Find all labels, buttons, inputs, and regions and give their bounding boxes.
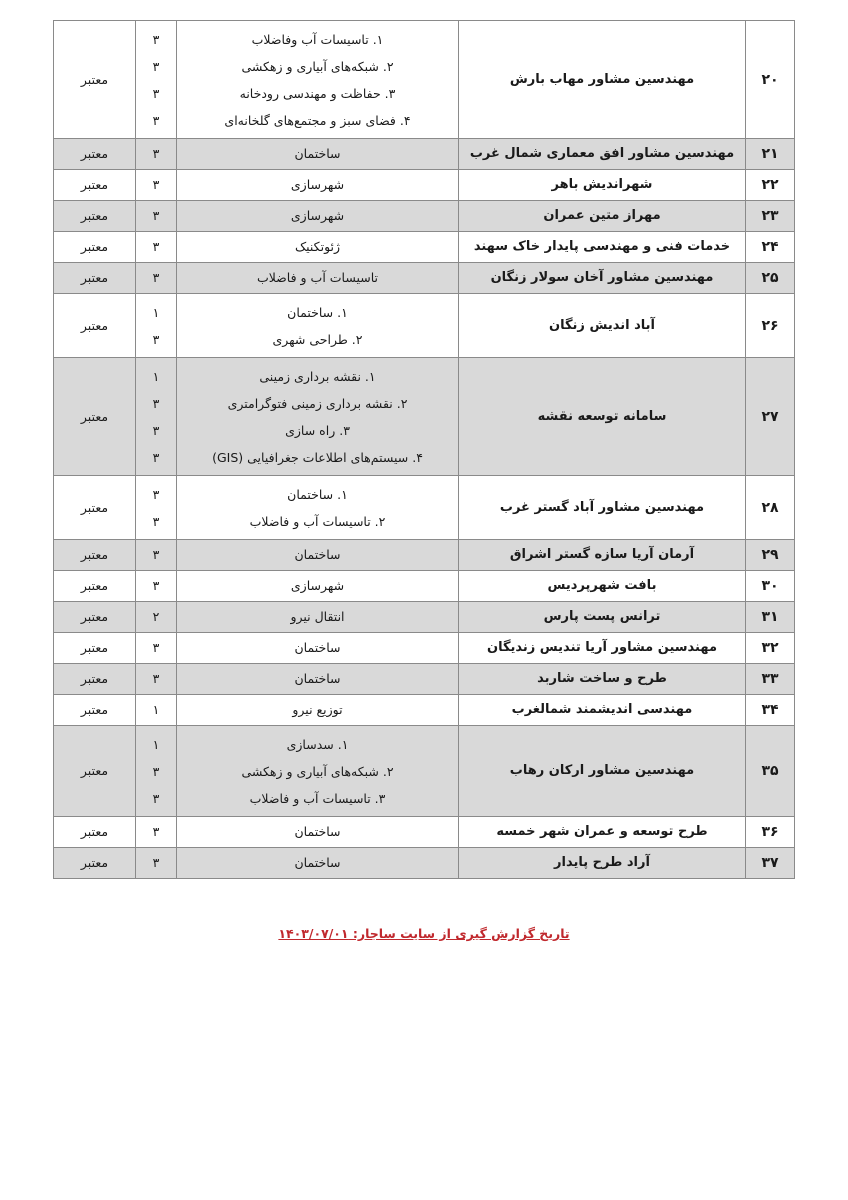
grade-text: ۳: [152, 270, 160, 285]
row-number-cell: ۳۵: [746, 726, 795, 817]
grade-cell: [136, 695, 177, 726]
grade-cell: [136, 170, 177, 201]
field-line: ۴. سیستم‌های اطلاعات جغرافیایی (GIS): [212, 449, 423, 465]
status-cell: معتبر: [54, 695, 136, 726]
field-cell: [177, 139, 459, 170]
row-number-cell: ۳۲: [746, 633, 795, 664]
grade-text: ۳: [152, 208, 160, 223]
grade-line: ۳: [152, 763, 160, 779]
field-cell: [177, 726, 459, 817]
company-name-cell: مهندسین مشاور ارکان رهاب: [459, 726, 746, 817]
company-name-cell: بافت شهرپردیس: [459, 571, 746, 602]
report-date-note: [0, 926, 848, 941]
field-cell: [177, 817, 459, 848]
field-line: ۳. حفاظت و مهندسی رودخانه: [239, 85, 396, 101]
status-cell: معتبر: [54, 571, 136, 602]
field-line: ۴. فضای سبز و مجتمع‌های گلخانه‌ای: [224, 112, 411, 128]
field-cell: [177, 263, 459, 294]
field-line: ۲. طراحی شهری: [272, 331, 363, 347]
table-row: [54, 139, 795, 170]
row-number-cell: ۲۳: [746, 201, 795, 232]
field-text: شهرسازی: [290, 208, 345, 223]
table-row: [54, 540, 795, 571]
status-cell: معتبر: [54, 358, 136, 476]
field-cell: [177, 633, 459, 664]
field-cell: [177, 848, 459, 879]
table-row: [54, 358, 795, 476]
grade-line: ۳: [152, 422, 160, 438]
field-line: ۲. شبکه‌های آبیاری و زهکشی: [241, 763, 394, 779]
status-cell: معتبر: [54, 540, 136, 571]
table-row: [54, 817, 795, 848]
grade-line: ۳: [152, 395, 160, 411]
row-number-cell: ۲۱: [746, 139, 795, 170]
field-text: شهرسازی: [290, 578, 345, 593]
row-number-cell: ۲۴: [746, 232, 795, 263]
companies-table: [53, 20, 795, 879]
table-row: [54, 664, 795, 695]
grade-cell: [136, 726, 177, 817]
grade-cell: [136, 358, 177, 476]
status-cell: معتبر: [54, 21, 136, 139]
grade-line: ۳: [152, 331, 160, 347]
field-cell: [177, 170, 459, 201]
table-row: [54, 294, 795, 358]
field-cell: [177, 602, 459, 633]
grade-cell: [136, 139, 177, 170]
status-cell: معتبر: [54, 633, 136, 664]
row-number-cell: ۳۳: [746, 664, 795, 695]
grade-line: ۳: [152, 486, 160, 502]
status-cell: معتبر: [54, 232, 136, 263]
status-cell: معتبر: [54, 263, 136, 294]
field-line: ۲. شبکه‌های آبیاری و زهکشی: [241, 58, 394, 74]
field-cell: [177, 540, 459, 571]
field-text: ساختمان: [294, 824, 341, 839]
grade-line: ۱: [152, 368, 160, 384]
grade-line: ۳: [152, 790, 160, 806]
grade-text: ۳: [152, 547, 160, 562]
grade-text: ۳: [152, 824, 160, 839]
grade-text: ۳: [152, 671, 160, 686]
company-name-cell: طرح و ساخت شاربد: [459, 664, 746, 695]
company-name-cell: مهندسی اندیشمند شمالغرب: [459, 695, 746, 726]
field-text: تاسیسات آب و فاضلاب: [256, 270, 379, 285]
table-body: [54, 21, 795, 879]
field-line: ۱. تاسیسات آب وفاضلاب: [251, 31, 384, 47]
company-name-cell: خدمات فنی و مهندسی پایدار خاک سهند: [459, 232, 746, 263]
row-number-cell: ۳۷: [746, 848, 795, 879]
grade-text: ۳: [152, 239, 160, 254]
company-name-cell: مهندسین مشاور افق معماری شمال غرب: [459, 139, 746, 170]
grade-cell: [136, 476, 177, 540]
company-name-cell: آراد طرح پایدار: [459, 848, 746, 879]
field-text: شهرسازی: [290, 177, 345, 192]
grade-cell: [136, 263, 177, 294]
company-name-cell: مهراز متین عمران: [459, 201, 746, 232]
row-number-cell: ۳۴: [746, 695, 795, 726]
company-name-cell: مهندسین مشاور آباد گستر غرب: [459, 476, 746, 540]
status-cell: معتبر: [54, 201, 136, 232]
grade-cell: [136, 21, 177, 139]
grade-text: ۲: [152, 609, 160, 624]
grade-line: ۳: [152, 112, 160, 128]
status-cell: معتبر: [54, 817, 136, 848]
company-name-cell: طرح توسعه و عمران شهر خمسه: [459, 817, 746, 848]
field-cell: [177, 232, 459, 263]
grade-line: ۱: [152, 304, 160, 320]
table-row: [54, 633, 795, 664]
grade-cell: [136, 201, 177, 232]
field-line: ۱. سدسازی: [286, 736, 349, 752]
grade-cell: [136, 633, 177, 664]
status-cell: معتبر: [54, 170, 136, 201]
company-name-cell: سامانه توسعه نقشه: [459, 358, 746, 476]
row-number-cell: ۲۶: [746, 294, 795, 358]
field-text: انتقال نیرو: [290, 609, 345, 624]
grade-text: ۳: [152, 146, 160, 161]
field-cell: [177, 571, 459, 602]
grade-line: ۳: [152, 31, 160, 47]
row-number-cell: ۳۶: [746, 817, 795, 848]
field-cell: [177, 664, 459, 695]
status-cell: معتبر: [54, 139, 136, 170]
field-text: ساختمان: [294, 146, 341, 161]
grade-cell: [136, 664, 177, 695]
row-number-cell: ۲۵: [746, 263, 795, 294]
grade-line: ۳: [152, 85, 160, 101]
field-line: ۱. ساختمان: [287, 486, 348, 502]
company-name-cell: شهراندیش باهر: [459, 170, 746, 201]
table-row: [54, 232, 795, 263]
field-cell: [177, 294, 459, 358]
table-row: [54, 848, 795, 879]
report-date-text: تاریخ گزارش گیری از سایت ساجار: ۱۴۰۳/۰۷/۰۱: [278, 926, 570, 941]
field-text: ساختمان: [294, 640, 341, 655]
status-cell: معتبر: [54, 476, 136, 540]
field-text: ساختمان: [294, 855, 341, 870]
grade-line: ۳: [152, 513, 160, 529]
status-cell: معتبر: [54, 294, 136, 358]
status-cell: معتبر: [54, 664, 136, 695]
field-cell: [177, 695, 459, 726]
row-number-cell: ۲۰: [746, 21, 795, 139]
grade-cell: [136, 848, 177, 879]
row-number-cell: ۲۸: [746, 476, 795, 540]
table-row: [54, 263, 795, 294]
status-cell: معتبر: [54, 602, 136, 633]
status-cell: معتبر: [54, 726, 136, 817]
company-name-cell: آرمان آریا سازه گستر اشراق: [459, 540, 746, 571]
status-cell: معتبر: [54, 848, 136, 879]
grade-cell: [136, 540, 177, 571]
row-number-cell: ۳۰: [746, 571, 795, 602]
table-row: [54, 170, 795, 201]
table-row: [54, 571, 795, 602]
grade-cell: [136, 294, 177, 358]
company-name-cell: ترانس پست پارس: [459, 602, 746, 633]
field-line: ۱. نقشه برداری زمینی: [259, 368, 376, 384]
grade-cell: [136, 817, 177, 848]
field-line: ۳. راه سازی: [285, 422, 350, 438]
grade-text: ۳: [152, 177, 160, 192]
grade-line: ۳: [152, 58, 160, 74]
grade-cell: [136, 571, 177, 602]
companies-table-container: [53, 20, 794, 879]
field-cell: [177, 21, 459, 139]
grade-line: ۱: [152, 736, 160, 752]
company-name-cell: آباد اندیش زنگان: [459, 294, 746, 358]
table-row: [54, 201, 795, 232]
grade-cell: [136, 232, 177, 263]
field-cell: [177, 201, 459, 232]
table-row: [54, 695, 795, 726]
field-cell: [177, 358, 459, 476]
company-name-cell: مهندسین مشاور آریا تندیس زندیگان: [459, 633, 746, 664]
grade-text: ۳: [152, 578, 160, 593]
grade-text: ۳: [152, 640, 160, 655]
field-cell: [177, 476, 459, 540]
grade-line: ۳: [152, 449, 160, 465]
row-number-cell: ۲۹: [746, 540, 795, 571]
row-number-cell: ۲۲: [746, 170, 795, 201]
table-row: [54, 602, 795, 633]
company-name-cell: مهندسین مشاور مهاب بارش: [459, 21, 746, 139]
company-name-cell: مهندسین مشاور آخان سولار زنگان: [459, 263, 746, 294]
table-row: [54, 21, 795, 139]
field-text: ساختمان: [294, 671, 341, 686]
field-line: ۱. ساختمان: [287, 304, 348, 320]
field-text: ساختمان: [294, 547, 341, 562]
field-line: ۲. تاسیسات آب و فاضلاب: [249, 513, 386, 529]
row-number-cell: ۲۷: [746, 358, 795, 476]
field-text: توزیع نیرو: [292, 702, 343, 717]
table-row: [54, 726, 795, 817]
field-text: ژئوتکنیک: [294, 239, 341, 254]
grade-text: ۱: [152, 702, 160, 717]
field-line: ۳. تاسیسات آب و فاضلاب: [249, 790, 386, 806]
grade-cell: [136, 602, 177, 633]
table-row: [54, 476, 795, 540]
field-line: ۲. نقشه برداری زمینی فتوگرامتری: [227, 395, 408, 411]
grade-text: ۳: [152, 855, 160, 870]
row-number-cell: ۳۱: [746, 602, 795, 633]
